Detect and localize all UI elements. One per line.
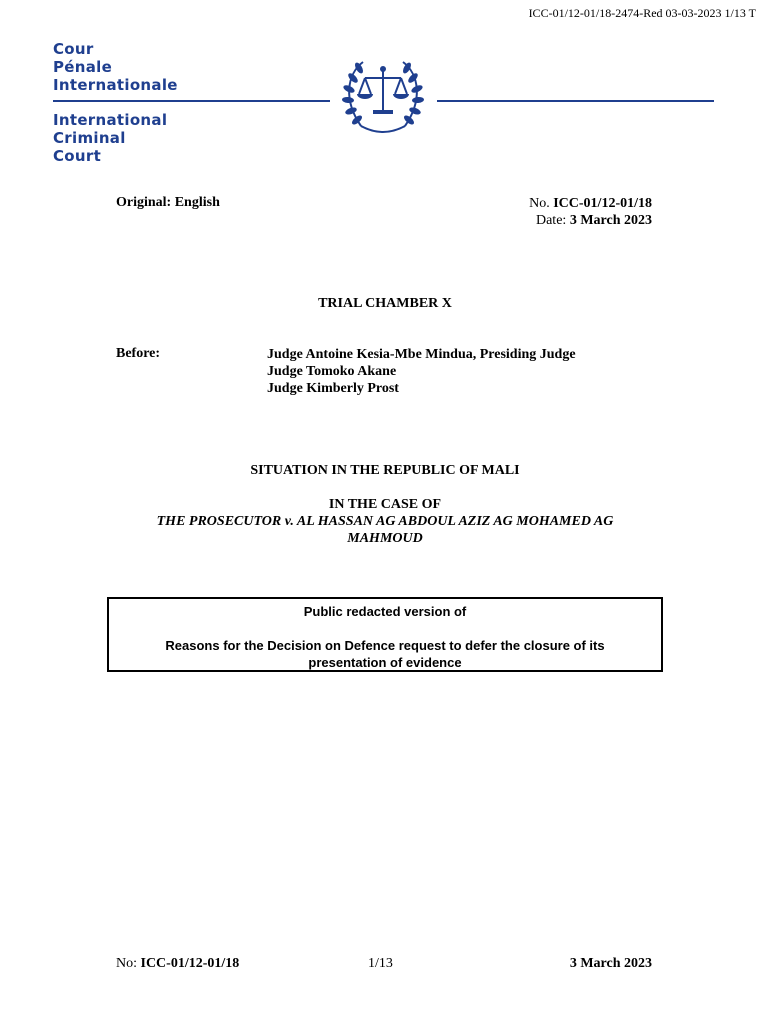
- judge-name: Judge Kimberly Prost: [267, 381, 399, 396]
- court-name-french: [53, 40, 178, 94]
- case-number-line: [529, 195, 652, 212]
- document-date: 3 March 2023: [569, 213, 652, 228]
- case-parties: THE PROSECUTOR v. AL HASSAN AG ABDOUL AZIZ AG MOHAMED AG MAHMOUD: [156, 514, 614, 546]
- court-name-english: [53, 111, 167, 165]
- footer-date: 3 March 2023: [569, 956, 652, 971]
- court-name-en-line: International: [53, 111, 168, 129]
- scales-of-justice-laurel-icon: [333, 52, 433, 140]
- case-reference: [529, 195, 652, 229]
- court-name-en-line: Criminal: [53, 129, 126, 147]
- title-box-line1: Public redacted version of: [303, 604, 467, 619]
- original-language: Original: English: [116, 195, 220, 210]
- footer-case-number-value: ICC-01/12-01/18: [140, 956, 240, 971]
- document-title-box: [107, 597, 663, 672]
- footer-page-number: 1/13: [368, 956, 393, 971]
- judges-list: [267, 346, 576, 397]
- document-stamp: ICC-01/12-01/18-2474-Red 03-03-2023 1/13 T: [528, 6, 756, 20]
- header-rule-left: [53, 100, 330, 102]
- in-the-case-heading: IN THE CASE OF: [328, 497, 442, 512]
- date-line: [529, 212, 652, 229]
- date-prefix: Date:: [535, 213, 570, 228]
- court-name-en-line: Court: [53, 147, 102, 165]
- title-box-line2: Reasons for the Decision on Defence request to defer the closure of its presentation of evidence: [165, 638, 605, 670]
- court-name-fr-line: Internationale: [53, 76, 178, 94]
- judge-name: Judge Antoine Kesia-Mbe Mindua, Presiding Judge: [267, 347, 576, 362]
- case-number-prefix: No.: [529, 196, 554, 211]
- header-rule-right: [437, 100, 714, 102]
- court-name-fr-line: Cour: [53, 40, 94, 58]
- court-name-fr-line: Pénale: [53, 58, 113, 76]
- case-number: ICC-01/12-01/18: [553, 196, 652, 211]
- chamber-title: TRIAL CHAMBER X: [318, 296, 452, 311]
- judge-name: Judge Tomoko Akane: [267, 364, 397, 379]
- before-label: Before:: [116, 346, 161, 361]
- footer-case-number: [116, 956, 239, 972]
- situation-heading: SITUATION IN THE REPUBLIC OF MALI: [250, 463, 520, 478]
- footer-no-prefix: No:: [116, 956, 141, 971]
